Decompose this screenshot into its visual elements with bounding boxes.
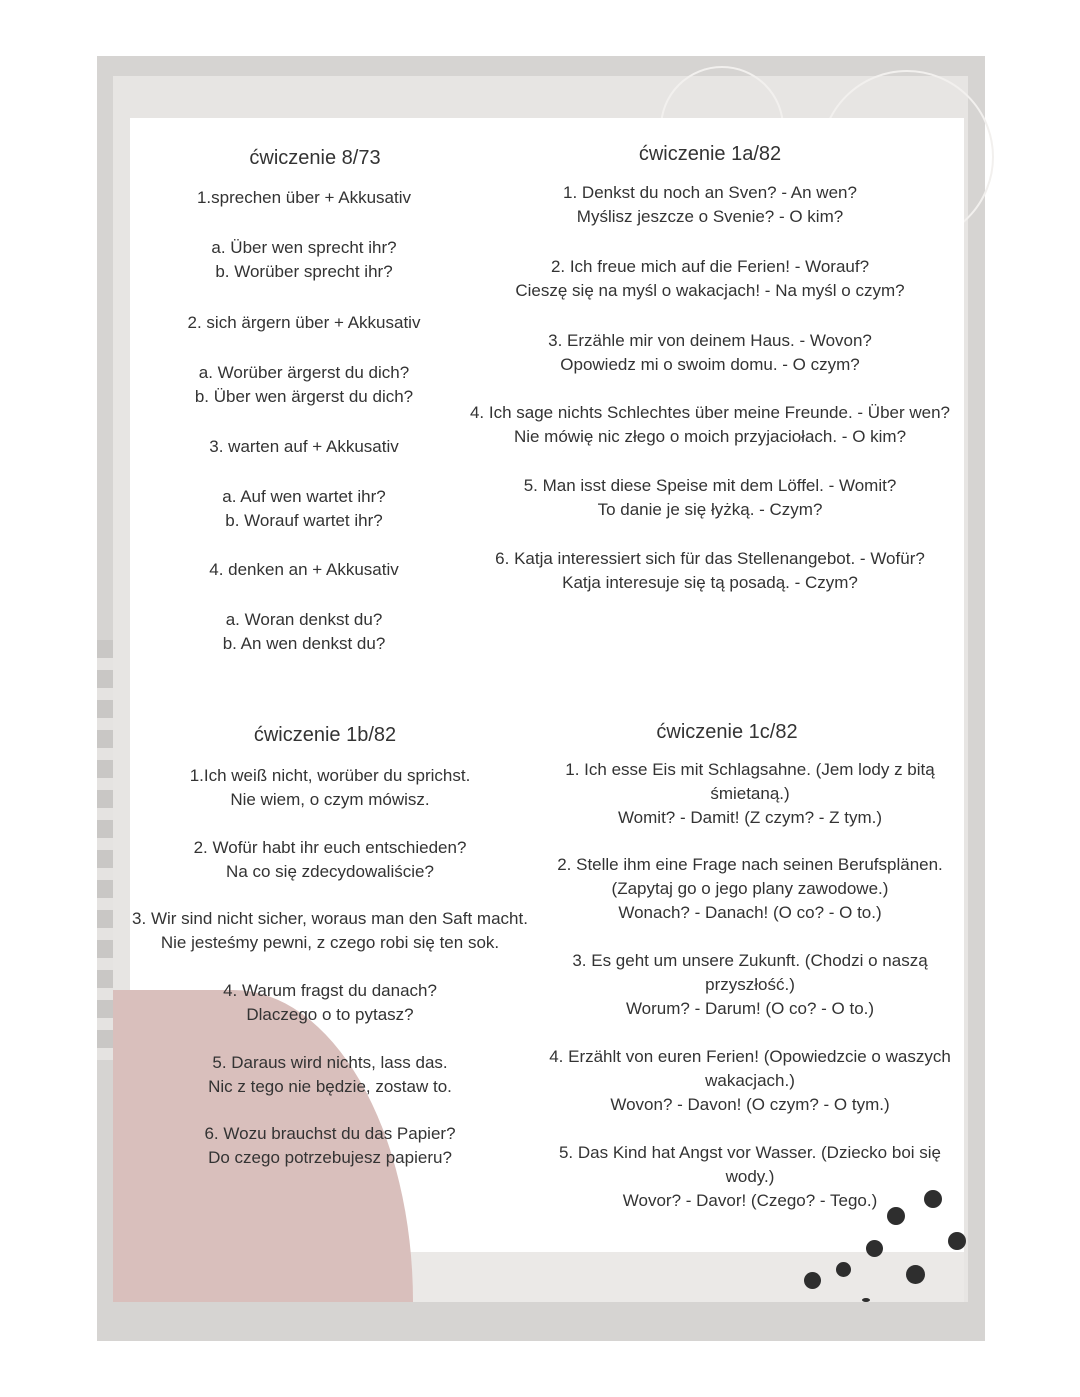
exercise-line: Wovor? - Davor! (Czego? - Tego.) xyxy=(622,1191,878,1210)
exercise-line: 3. warten auf + Akkusativ xyxy=(209,437,399,456)
exercise-line: a. Auf wen wartet ihr? xyxy=(222,487,386,506)
exercise-line: 5. Das Kind hat Angst vor Wasser. (Dziecko boi się xyxy=(558,1143,942,1162)
exercise-line: Na co się zdecydowaliście? xyxy=(226,862,434,881)
dot-decoration xyxy=(836,1262,851,1277)
exercise-line: Worum? - Darum! (O co? - O to.) xyxy=(625,999,875,1018)
exercise-line: b. Worüber sprecht ihr? xyxy=(215,262,393,281)
exercise-line: 6. Wozu brauchst du das Papier? xyxy=(204,1124,456,1143)
exercise-line: Katja interesuje się tą posadą. - Czym? xyxy=(562,573,858,592)
section-title: ćwiczenie 8/73 xyxy=(249,147,381,169)
exercise-line: wody.) xyxy=(725,1167,775,1186)
section-title: ćwiczenie 1b/82 xyxy=(253,724,397,746)
exercise-line: Nie jesteśmy pewni, z czego robi się ten sok. xyxy=(160,933,500,952)
exercise-line: wakacjach.) xyxy=(705,1071,795,1090)
exercise-line: 1.sprechen über + Akkusativ xyxy=(196,188,412,207)
exercise-line: To danie je się łyżką. - Czym? xyxy=(597,500,823,519)
film-strip-decoration xyxy=(97,640,113,1060)
exercise-line: (Zapytaj go o jego plany zawodowe.) xyxy=(611,879,889,898)
exercise-line: Nie mówię nic złego o moich przyjaciołach. - O kim? xyxy=(513,427,907,446)
exercise-line: 4. Ich sage nichts Schlechtes über meine Freunde. - Über wen? xyxy=(469,403,951,422)
dot-decoration xyxy=(804,1272,821,1289)
exercise-line: Myślisz jeszcze o Svenie? - O kim? xyxy=(576,207,844,226)
exercise-line: Wovon? - Davon! (O czym? - O tym.) xyxy=(610,1095,890,1114)
exercise-line: a. Worüber ärgerst du dich? xyxy=(198,363,410,382)
exercise-line: 3. Erzähle mir von deinem Haus. - Wovon? xyxy=(548,331,872,350)
exercise-line: 2. Ich freue mich auf die Ferien! - Worauf? xyxy=(550,257,870,276)
dot-decoration xyxy=(862,1298,870,1302)
exercise-line: b. Über wen ärgerst du dich? xyxy=(194,387,414,406)
section-title: ćwiczenie 1c/82 xyxy=(656,721,798,743)
exercise-line: a. Woran denkst du? xyxy=(225,610,383,629)
section-title: ćwiczenie 1a/82 xyxy=(638,143,782,165)
dot-decoration xyxy=(906,1265,925,1284)
exercise-line: 4. Warum fragst du danach? xyxy=(223,981,437,1000)
exercise-line: Nie wiem, o czym mówisz. xyxy=(230,790,430,809)
exercise-line: b. Worauf wartet ihr? xyxy=(225,511,383,530)
exercise-line: 3. Es geht um unsere Zukunft. (Chodzi o naszą xyxy=(572,951,928,970)
exercise-line: 4. denken an + Akkusativ xyxy=(209,560,399,579)
exercise-line: śmietaną.) xyxy=(710,784,790,803)
exercise-line: 2. Wofür habt ihr euch entschieden? xyxy=(193,838,467,857)
exercise-line: Cieszę się na myśl o wakacjach! - Na myśl o czym? xyxy=(515,281,905,300)
exercise-line: przyszłość.) xyxy=(705,975,795,994)
dot-decoration xyxy=(948,1232,966,1250)
exercise-line: 2. Stelle ihm eine Frage nach seinen Berufsplänen. xyxy=(557,855,943,874)
exercise-line: b. An wen denkst du? xyxy=(222,634,386,653)
exercise-line: a. Über wen sprecht ihr? xyxy=(211,238,397,257)
exercise-line: 1.Ich weiß nicht, worüber du sprichst. xyxy=(189,766,471,785)
exercise-line: 5. Daraus wird nichts, lass das. xyxy=(212,1053,448,1072)
exercise-line: 1. Ich esse Eis mit Schlagsahne. (Jem lody z bitą xyxy=(565,760,935,779)
exercise-line: Opowiedz mi o swoim domu. - O czym? xyxy=(560,355,860,374)
exercise-line: Dlaczego o to pytasz? xyxy=(246,1005,414,1024)
dot-decoration xyxy=(866,1240,883,1257)
exercise-line: Do czego potrzebujesz papieru? xyxy=(208,1148,452,1167)
exercise-line: Nic z tego nie będzie, zostaw to. xyxy=(208,1077,452,1096)
exercise-line: 1. Denkst du noch an Sven? - An wen? xyxy=(563,183,857,202)
exercise-line: 2. sich ärgern über + Akkusativ xyxy=(187,313,421,332)
exercise-line: 3. Wir sind nicht sicher, woraus man den Saft macht. xyxy=(132,909,528,928)
exercise-line: 6. Katja interessiert sich für das Stellenangebot. - Wofür? xyxy=(495,549,925,568)
exercise-line: Womit? - Damit! (Z czym? - Z tym.) xyxy=(617,808,883,827)
exercise-line: 5. Man isst diese Speise mit dem Löffel. - Womit? xyxy=(523,476,897,495)
exercise-line: Wonach? - Danach! (O co? - O to.) xyxy=(618,903,882,922)
exercise-line: 4. Erzählt von euren Ferien! (Opowiedzcie o waszych xyxy=(549,1047,951,1066)
